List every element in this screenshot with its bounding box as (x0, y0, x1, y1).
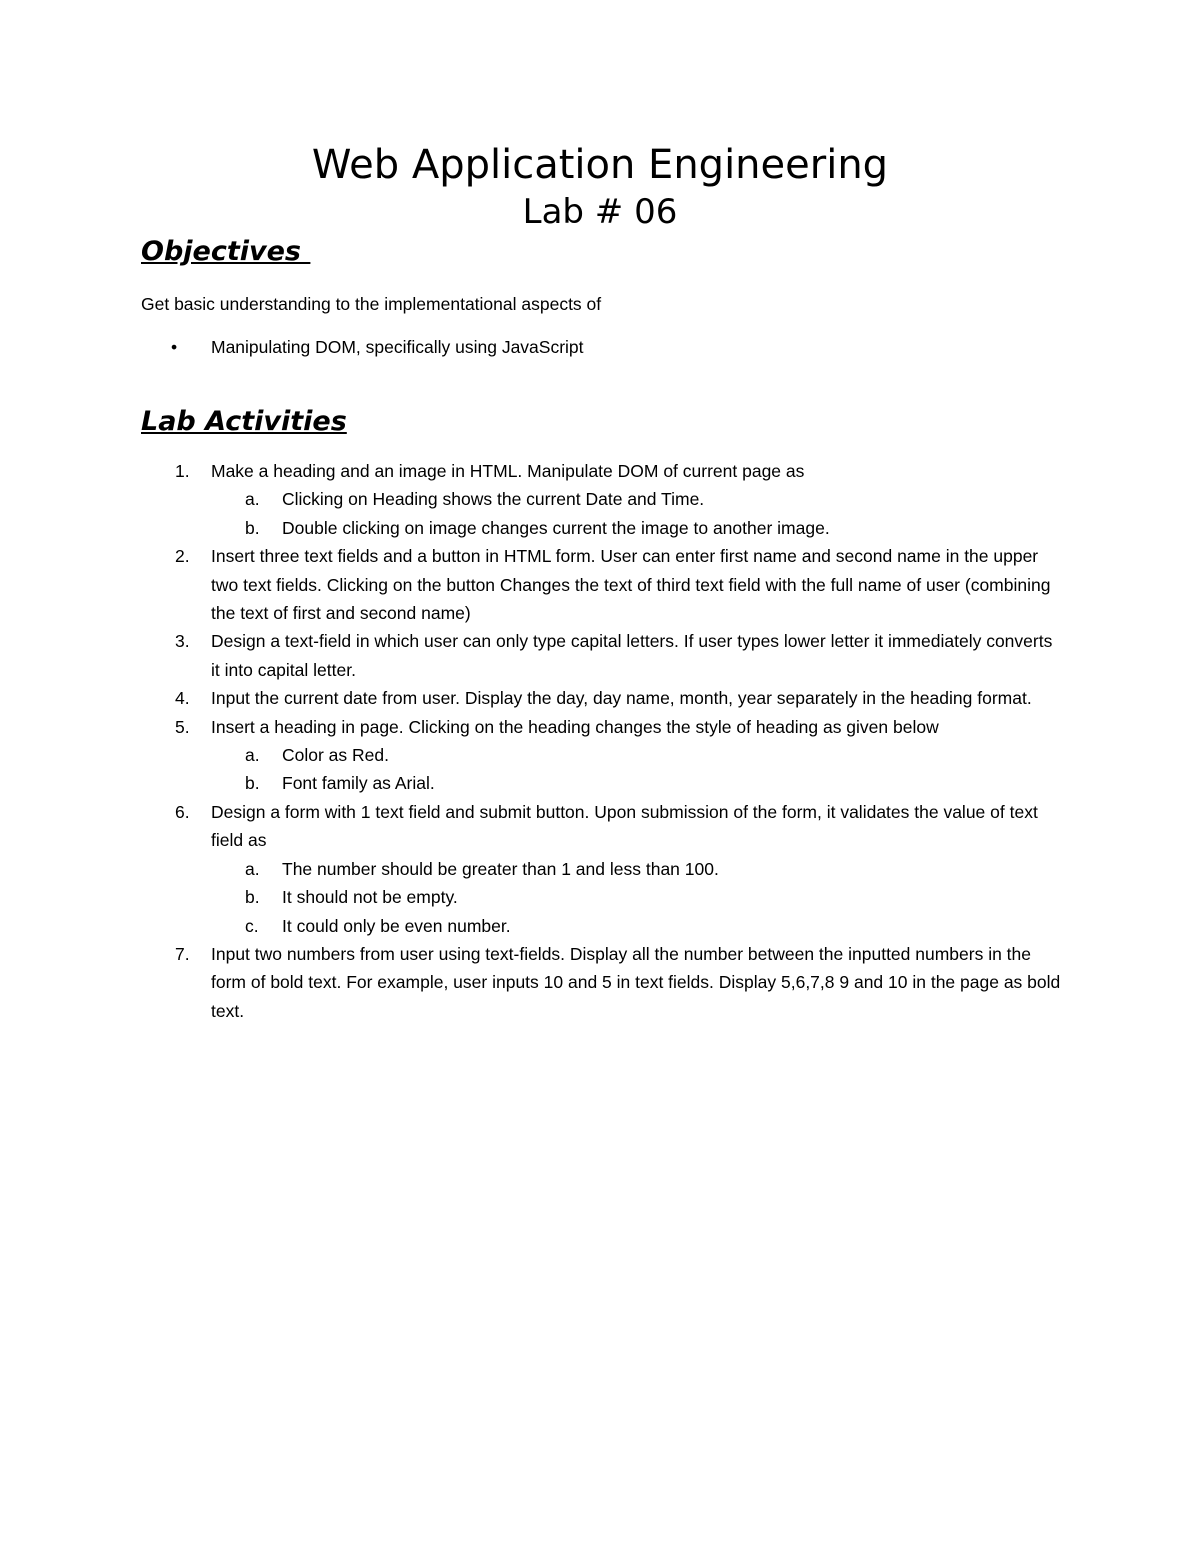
lab-activities-list (141, 457, 1061, 1025)
activity-subitem-letter: b. (245, 517, 260, 538)
activity-item (141, 713, 1061, 798)
activity-item (141, 457, 1061, 542)
objectives-bullet-text: Manipulating DOM, specifically using JavaScript (211, 337, 584, 357)
activity-item (141, 798, 1061, 940)
document-subtitle: Lab # 06 (522, 192, 678, 232)
activity-subitem-text: It should not be empty. (282, 887, 458, 908)
activity-subitem-letter: a. (245, 858, 260, 879)
activity-subitem-text: Clicking on Heading shows the current Date and Time. (282, 489, 705, 510)
activity-subitem (211, 855, 1061, 883)
activity-number: 2. (175, 546, 190, 567)
activity-subitem-letter: a. (245, 745, 260, 766)
objectives-heading: Objectives (141, 236, 311, 267)
activity-item (141, 684, 1061, 712)
activity-number: 7. (175, 943, 190, 964)
activity-subitem (211, 485, 1061, 513)
activity-sublist (211, 855, 1061, 940)
activity-subitem-text: Double clicking on image changes current the image to another image. (282, 517, 830, 538)
activity-subitem-text: It could only be even number. (282, 915, 511, 936)
activity-number: 6. (175, 801, 190, 822)
activity-text: Input the current date from user. Display the day, day name, month, year separately in the heading format. (211, 688, 1032, 709)
activity-subitem-letter: b. (245, 887, 260, 908)
activity-subitem-text: The number should be greater than 1 and less than 100. (282, 858, 719, 879)
activity-subitem-text: Font family as Arial. (282, 773, 435, 794)
activity-item (141, 627, 1061, 684)
activity-text: Input two numbers from user using text-fields. Display all the number between the inputted numbers in the form of bold text. For example, user inputs 10 and 5 in text fields. Display 5,6,7,8 9 and 10 in the page as bold text. (211, 943, 1061, 1021)
activity-subitem (211, 741, 1061, 769)
activity-subitem-letter: b. (245, 773, 260, 794)
activity-subitem (211, 883, 1061, 911)
activity-text: Design a form with 1 text field and submit button. Upon submission of the form, it validates the value of text field as (211, 801, 1038, 851)
objectives-bullet (141, 333, 584, 361)
activity-text: Insert three text fields and a button in HTML form. User can enter first name and second name in the upper two text fields. Clicking on the button Changes the text of third text field with the full name of user (combining the text of first and second name) (211, 546, 1051, 624)
activity-text: Make a heading and an image in HTML. Manipulate DOM of current page as (211, 461, 805, 481)
activity-subitem-letter: a. (245, 489, 260, 510)
activity-number: 1. (175, 461, 190, 481)
activity-item (141, 542, 1061, 627)
activity-subitem-text: Color as Red. (282, 745, 389, 766)
activity-sublist (211, 741, 1061, 798)
objectives-intro: Get basic understanding to the implementational aspects of (141, 294, 602, 314)
activity-subitem (211, 912, 1061, 940)
activity-subitem (211, 769, 1061, 797)
objectives-list (141, 333, 584, 361)
document-title: Web Application Engineering (311, 142, 889, 188)
activity-sublist (211, 485, 1061, 542)
activity-subitem-letter: c. (245, 915, 259, 936)
activity-number: 4. (175, 688, 190, 709)
activity-number: 5. (175, 716, 190, 737)
activity-subitem (211, 514, 1061, 542)
activity-text: Design a text-field in which user can only type capital letters. If user types lower letter it immediately converts it into capital letter. (211, 631, 1053, 680)
activity-number: 3. (175, 631, 190, 652)
bullet-marker: • (171, 337, 178, 357)
activity-item (141, 940, 1061, 1025)
lab-activities-heading: Lab Activities (141, 406, 347, 437)
activity-text: Insert a heading in page. Clicking on the heading changes the style of heading as given below (211, 716, 939, 737)
